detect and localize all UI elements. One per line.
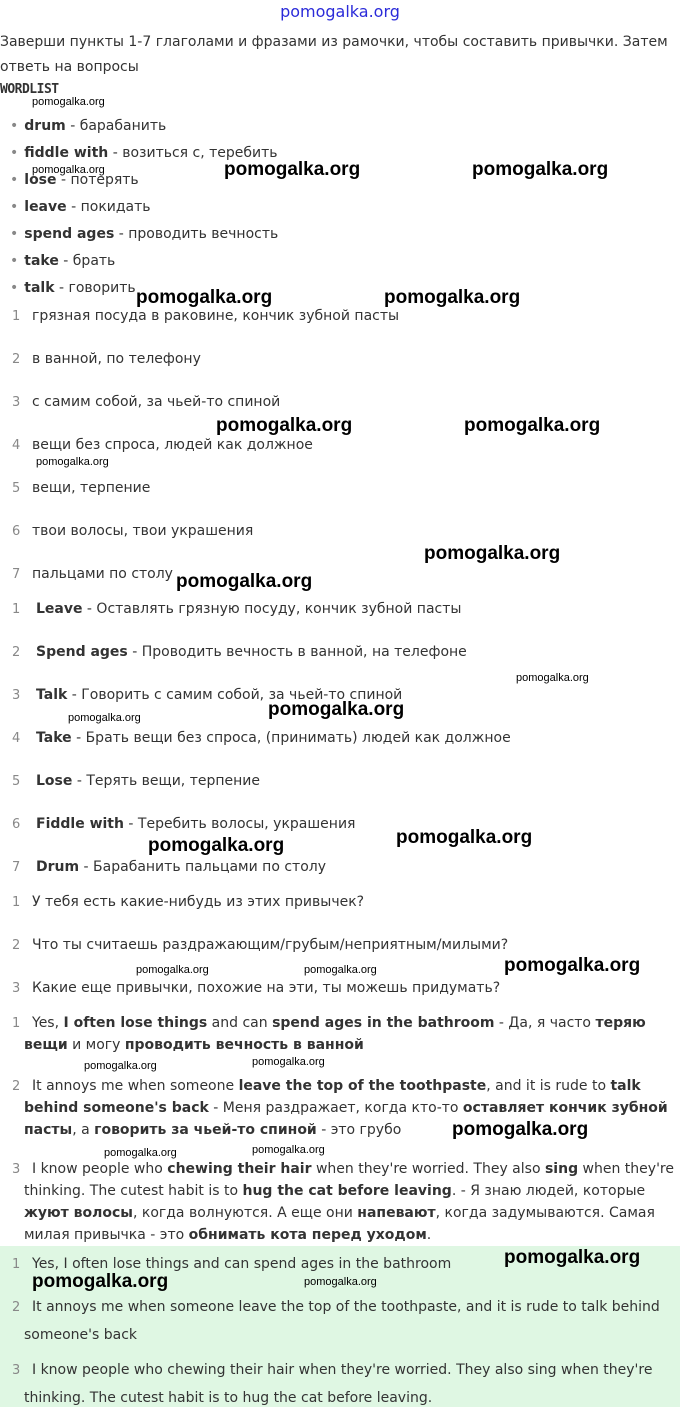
item-number: 6	[12, 524, 21, 539]
highlighted-phrase: sing	[544, 1161, 579, 1177]
text-fragment: when they're thinking. The cutest habit is to	[24, 1161, 674, 1199]
watermark: pomogalka.org	[472, 159, 609, 180]
text-fragment: , and it is rude to	[486, 1078, 611, 1094]
response-paragraph	[24, 1158, 678, 1246]
wordlist-item: • take - брать	[10, 253, 116, 269]
bullet-icon: •	[10, 226, 19, 242]
watermark: pomogalka.org	[136, 287, 273, 308]
watermark: pomogalka.org	[32, 1271, 169, 1292]
highlighted-phrase: обнимать кота перед уходом	[188, 1227, 427, 1243]
highlighted-phrase: проводить вечность в ванной	[124, 1037, 364, 1053]
highlighted-phrase: жуют волосы	[24, 1205, 133, 1221]
watermark: pomogalka.org	[504, 1247, 641, 1268]
text-fragment: .	[426, 1227, 432, 1243]
wordlist-item: • spend ages - проводить вечность	[10, 226, 279, 242]
bullet-icon: •	[10, 145, 19, 161]
watermark: pomogalka.org	[304, 964, 377, 976]
exercise-item: вещи, терпение	[32, 480, 151, 496]
text-fragment: , а	[72, 1122, 95, 1138]
answer-number: 1	[12, 602, 21, 617]
wordlist-item: • talk - говорить	[10, 280, 136, 296]
text-fragment: Yes,	[32, 1015, 64, 1031]
english-answer: It annoys me when someone leave the top of the toothpaste, and it is rude to talk behind someone's back	[24, 1299, 660, 1343]
item-number: 1	[12, 309, 21, 324]
watermark: pomogalka.org	[36, 456, 109, 468]
wordlist-item: • drum - барабанить	[10, 118, 167, 134]
question-item: Какие еще привычки, похожие на эти, ты можешь придумать?	[32, 980, 501, 996]
watermark: pomogalka.org	[224, 159, 361, 180]
watermark: pomogalka.org	[252, 1056, 325, 1068]
answer-number: 7	[12, 860, 21, 875]
highlighted-phrase: chewing their hair	[167, 1161, 312, 1177]
english-answer-number: 3	[12, 1363, 21, 1378]
answer-number: 4	[12, 731, 21, 746]
bullet-icon: •	[10, 280, 19, 296]
response-number: 1	[12, 1016, 21, 1031]
wordlist-item: • lose - потерять	[10, 172, 139, 188]
english-answer: I know people who chewing their hair when they're worried. They also sing when they're thinking. The cutest habit is to hug the cat before leaving.	[24, 1362, 653, 1406]
highlighted-phrase: оставляет кончик зубной пасты	[24, 1100, 668, 1138]
highlighted-phrase: теряю вещи	[24, 1015, 646, 1053]
item-number: 3	[12, 395, 21, 410]
text-fragment: . - Я знаю людей, которые	[451, 1183, 646, 1199]
exercise-item: грязная посуда в раковине, кончик зубной пасты	[32, 308, 400, 324]
english-answer: Yes, I often lose things and can spend ages in the bathroom	[32, 1256, 452, 1272]
answer-number: 5	[12, 774, 21, 789]
english-answer-number: 1	[12, 1257, 21, 1272]
answer-number: 2	[12, 645, 21, 660]
watermark: pomogalka.org	[504, 955, 641, 976]
item-number: 4	[12, 438, 21, 453]
watermark: pomogalka.org	[176, 571, 313, 592]
response-number: 3	[12, 1162, 21, 1177]
highlighted-phrase: spend ages in the bathroom	[272, 1015, 495, 1031]
watermark: pomogalka.org	[136, 964, 209, 976]
watermark: pomogalka.org	[424, 543, 561, 564]
watermark: pomogalka.org	[104, 1147, 177, 1159]
text-fragment: - Да, я часто	[494, 1015, 596, 1031]
question-number: 3	[12, 981, 21, 996]
watermark: pomogalka.org	[464, 415, 601, 436]
text-fragment: , когда волнуются. А еще они	[132, 1205, 358, 1221]
watermark: pomogalka.org	[32, 96, 105, 108]
watermark: pomogalka.org	[452, 1119, 589, 1140]
text-fragment: , когда задумываются. Самая милая привычка - это	[24, 1205, 655, 1243]
wordlist-item: • leave - покидать	[10, 199, 151, 215]
highlighted-phrase: leave the top of the toothpaste	[238, 1078, 487, 1094]
highlighted-phrase: hug the cat before leaving	[242, 1183, 452, 1199]
watermark: pomogalka.org	[252, 1144, 325, 1156]
text-fragment: и могу	[67, 1037, 125, 1053]
response-paragraph	[24, 1012, 678, 1056]
watermark: pomogalka.org	[516, 672, 589, 684]
watermark: pomogalka.org	[68, 712, 141, 724]
bullet-icon: •	[10, 199, 19, 215]
watermark: pomogalka.org	[396, 827, 533, 848]
answer-item: Fiddle with - Теребить волосы, украшения	[36, 816, 356, 832]
question-number: 2	[12, 938, 21, 953]
highlighted-phrase: говорить за чьей-то спиной	[94, 1122, 317, 1138]
item-number: 2	[12, 352, 21, 367]
english-answer-number: 2	[12, 1300, 21, 1315]
highlighted-phrase: I often lose things	[63, 1015, 208, 1031]
answer-item: Lose - Терять вещи, терпение	[36, 773, 260, 789]
instruction-text: Заверши пункты 1-7 глаголами и фразами из рамочки, чтобы составить привычки. Затем ответь на вопросы	[0, 34, 668, 75]
answer-item: Leave - Оставлять грязную посуду, кончик зубной пасты	[36, 601, 462, 617]
text-fragment: - это грубо	[316, 1122, 402, 1138]
item-number: 7	[12, 567, 21, 582]
wordlist-title: WORDLIST	[0, 82, 59, 97]
question-item: У тебя есть какие-нибудь из этих привычек?	[32, 894, 365, 910]
answer-number: 6	[12, 817, 21, 832]
site-header-link[interactable]: pomogalka.org	[280, 2, 400, 21]
wordlist-item: • fiddle with - возиться с, теребить	[10, 145, 278, 161]
answer-item: Spend ages - Проводить вечность в ванной, на телефоне	[36, 644, 467, 660]
bullet-icon: •	[10, 253, 19, 269]
answer-item: Take - Брать вещи без спроса, (принимать) людей как должное	[36, 730, 511, 746]
exercise-item: с самим собой, за чьей-то спиной	[32, 394, 281, 410]
text-fragment: when they're worried. They also	[311, 1161, 545, 1177]
answer-item: Talk - Говорить с самим собой, за чьей-то спиной	[36, 687, 403, 703]
text-fragment: It annoys me when someone	[32, 1078, 239, 1094]
answer-number: 3	[12, 688, 21, 703]
bullet-icon: •	[10, 172, 19, 188]
response-number: 2	[12, 1079, 21, 1094]
watermark: pomogalka.org	[216, 415, 353, 436]
question-item: Что ты считаешь раздражающим/грубым/неприятным/милыми?	[32, 937, 509, 953]
watermark: pomogalka.org	[268, 699, 405, 720]
answer-item: Drum - Барабанить пальцами по столу	[36, 859, 326, 875]
watermark: pomogalka.org	[304, 1276, 377, 1288]
watermark: pomogalka.org	[384, 287, 521, 308]
text-fragment: I know people who	[32, 1161, 168, 1177]
exercise-item: в ванной, по телефону	[32, 351, 201, 367]
item-number: 5	[12, 481, 21, 496]
text-fragment: - Меня раздражает, когда кто-то	[208, 1100, 463, 1116]
exercise-item: вещи без спроса, людей как должное	[32, 437, 313, 453]
bullet-icon: •	[10, 118, 19, 134]
exercise-item: пальцами по столу	[32, 566, 173, 582]
highlighted-phrase: напевают	[357, 1205, 436, 1221]
exercise-item: твои волосы, твои украшения	[32, 523, 254, 539]
watermark: pomogalka.org	[148, 835, 285, 856]
highlighted-phrase: talk behind someone's back	[24, 1078, 641, 1116]
text-fragment: and can	[207, 1015, 273, 1031]
question-number: 1	[12, 895, 21, 910]
watermark: pomogalka.org	[84, 1060, 157, 1072]
watermark: pomogalka.org	[32, 164, 105, 176]
